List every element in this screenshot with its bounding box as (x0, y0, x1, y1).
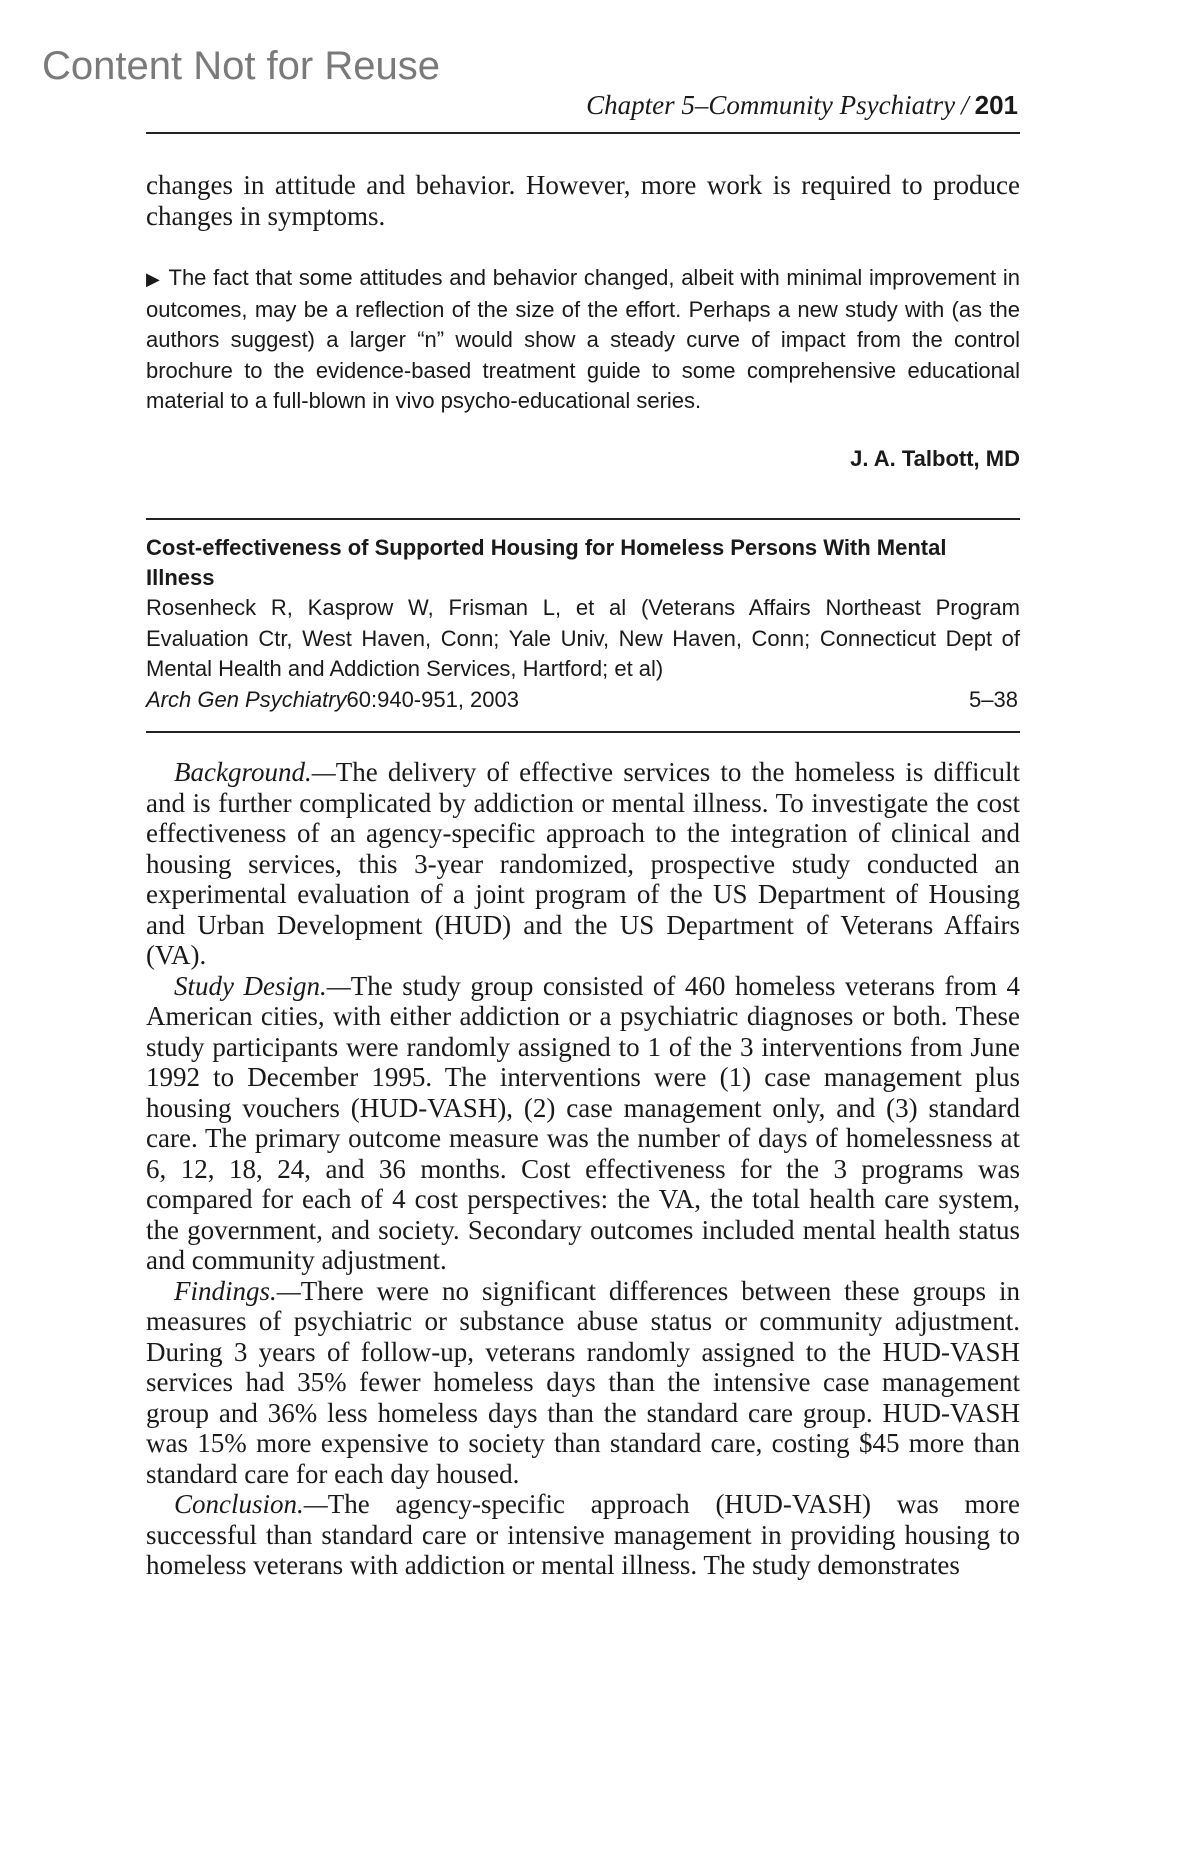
background-text: The delivery of effective services to the homeless is difficult and is further complicated by addiction or mental illness. To investigate the cost effectiveness of an agency-specific approach to the integration of clinical and housing services, this 3-year randomized, prospective study conducted an experimental evaluation of a joint program of the US Department of Housing and Urban Development (HUD) and the US Department of Veterans Affairs (VA). (146, 757, 1020, 970)
comment-text-block (146, 263, 1020, 417)
chapter-title: Chapter 5–Community Psychiatry (586, 90, 956, 120)
study-design-text: The study group consisted of 460 homeless veterans from 4 American cities, with either addiction or a psychiatric diagnoses or both. These study participants were randomly assigned to 1 of the 3 interventions from June 1992 to December 1995. The interventions were (1) case management plus housing vouchers (HUD-VASH), (2) case management only, and (3) standard care. The primary outcome measure was the number of days of homelessness at 6, 12, 18, 24, and 36 months. Cost effectiveness for the 3 programs was compared for each of 4 cost perspectives: the VA, the total health care system, the government, and society. Secondary outcomes included mental health status and community adjustment. (146, 970, 1021, 1275)
running-header (146, 86, 1020, 134)
reference-number: 5–38 (969, 686, 1018, 712)
citation-details: 60:940-951, 2003 (346, 686, 520, 712)
findings-label: Findings.— (174, 1275, 301, 1306)
article-title: Cost-effectiveness of Supported Housing for Homeless Persons With Mental Illness (146, 535, 947, 590)
conclusion-text: The agency-specific approach (HUD-VASH) was more successful than standard care or intensive management in providing housing to homeless veterans with addiction or mental illness. The study demonstrates (146, 1489, 1020, 1580)
citation-line (146, 685, 1020, 716)
editor-comment (146, 263, 1020, 417)
conclusion-label: Conclusion.— (174, 1489, 328, 1519)
watermark: Content Not for Reuse (42, 44, 440, 88)
intro-text: changes in attitude and behavior. However, more work is required to produce changes in symptoms. (146, 170, 1020, 231)
journal-name: Arch Gen Psychiatry (146, 686, 347, 712)
header-separator: / (961, 90, 969, 120)
abstract-findings (146, 1276, 1020, 1490)
background-label: Background.— (174, 757, 336, 787)
arrow-icon: ▶ (146, 269, 161, 289)
abstract (146, 757, 1020, 1581)
page-number: 201 (974, 90, 1018, 120)
article-authors: Rosenheck R, Kasprow W, Frisman L, et al (Veterans Affairs Northeast Program Evaluation Ctr, West Haven, Conn; Yale Univ, New Haven, Conn; Connecticut Dept of Mental Health and Addiction Services, Hartford; et al) (146, 595, 1020, 681)
comment-text: The fact that some attitudes and behavior changed, albeit with minimal improvement in outcomes, may be a reflection of the size of the effort. Perhaps a new study with (as the authors suggest) a larger “n” would show a steady curve of impact from the control brochure to the evidence-based treatment guide to some comprehensive educational material to a full-blown in vivo psycho-educational series. (146, 265, 1021, 413)
abstract-background (146, 757, 1020, 971)
article-header (146, 533, 1020, 715)
findings-text: There were no significant differences between these groups in measures of psychiatric or substance abuse status or community adjustment. During 3 years of follow-up, veterans randomly assigned to the HUD-VASH services had 35% fewer homeless days than the intensive case management group and 36% less homeless days than the standard care group. HUD-VASH was 15% more expensive to society than standard care, costing $45 more than standard care for each day housed. (146, 1275, 1020, 1489)
intro-paragraph (146, 170, 1020, 231)
study-design-label: Study Design.— (174, 970, 351, 1001)
article-top-rule (146, 518, 1020, 520)
article-bottom-rule (146, 731, 1020, 733)
comment-signature: J. A. Talbott, MD (850, 446, 1020, 471)
abstract-study-design (146, 971, 1020, 1276)
abstract-conclusion (146, 1489, 1020, 1581)
